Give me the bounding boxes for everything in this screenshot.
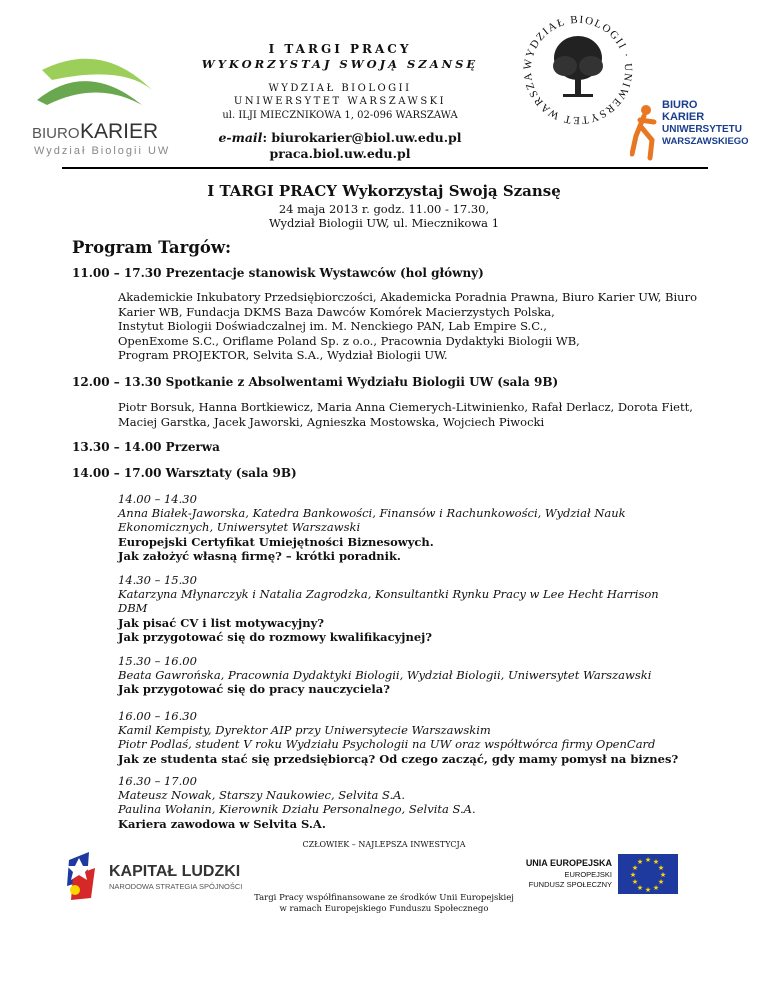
workshop-time: 16.00 – 16.30	[118, 709, 197, 723]
workshop-item	[118, 573, 718, 644]
email-label: e-mail	[218, 130, 263, 145]
kl-subtitle: NARODOWA STRATEGIA SPÓJNOŚCI	[109, 882, 243, 891]
alumni-line: Piotr Borsuk, Hanna Bortkiewicz, Maria Anna Ciemerych-Litwinienko, Rafał Derlacz, Dorota Fiett,	[118, 400, 693, 414]
event-date: 24 maja 2013 r. godz. 11.00 - 17.30,	[278, 202, 490, 216]
svg-text:★: ★	[636, 884, 644, 892]
workshop-speaker: Kamil Kempisty, Dyrektor AIP przy Uniwersytecie Warszawskim	[118, 723, 491, 738]
exhibitors-list	[118, 290, 718, 363]
workshop-speaker: Beata Gawrońska, Pracownia Dydaktyki Biologii, Wydział Biologii, Uniwersytet Warszawski	[118, 668, 652, 683]
workshop-topic: Jak przygotować się do pracy nauczyciela?	[118, 682, 390, 697]
logo-line-1: BIURO	[662, 99, 698, 111]
workshop-time: 14.30 – 15.30	[118, 573, 197, 587]
workshop-speaker: Piotr Podlaś, student V roku Wydziału Psychologii na UW oraz współtwórca firmy OpenCard	[118, 737, 656, 752]
logo-line-2: KARIER	[662, 111, 705, 123]
faculty-seal-logo	[513, 8, 643, 133]
eu-logo	[512, 852, 682, 898]
exhibitors-line: OpenExome S.C., Oriflame Poland Sp. z o.o., Pracownia Dydaktyki Biologii WB,	[118, 333, 580, 348]
svg-text:★: ★	[652, 858, 660, 866]
workshop-topic: Jak założyć własną firmę? – krótki poradnik.	[118, 548, 401, 563]
logo-word-karier: KARIER	[80, 120, 159, 143]
header-address: ul. ILJI MIECZNIKOWA 1, 02-096 WARSZAWA	[222, 110, 458, 121]
logo-subtitle: Wydział Biologii UW	[34, 145, 171, 157]
exhibitors-line: Karier WB, Fundacja DKMS Baza Dawców Komórek Macierzystych Polska,	[118, 304, 555, 319]
workshop-speaker: Katarzyna Młynarczyk i Natalia Zagrodzka, Konsultantki Rynku Pracy w Lee Hecht Harrison	[118, 587, 659, 602]
svg-text:★: ★	[644, 856, 652, 864]
workshop-topic: Jak pisać CV i list motywacyjny?	[118, 615, 324, 630]
workshop-topic: Europejski Certyfikat Umiejętności Biznesowych.	[118, 534, 434, 549]
svg-text:★: ★	[657, 864, 665, 872]
exhibitors-line: Akademickie Inkubatory Przedsiębiorczości, Akademicka Poradnia Prawna, Biuro Karier UW, Biuro	[118, 290, 698, 304]
event-title: I TARGI PRACY Wykorzystaj Swoją Szansę	[207, 182, 561, 200]
header-university: UNIWERSYTET WARSZAWSKI	[233, 96, 447, 107]
workshop-time: 15.30 – 16.00	[118, 654, 197, 668]
eu-sub2: FUNDUSZ SPOŁECZNY	[528, 880, 612, 889]
header-faculty: WYDZIAŁ BIOLOGII	[268, 83, 412, 94]
workshop-speaker: DBM	[118, 601, 148, 616]
cofinancing-line: w ramach Europejskiego Funduszu Społecznego	[279, 904, 489, 914]
svg-text:★: ★	[659, 871, 667, 879]
workshop-speaker: Mateusz Nowak, Starszy Naukowiec, Selvita S.A.	[118, 788, 406, 803]
svg-text:★: ★	[631, 878, 639, 886]
logo-line-4: WARSZAWSKIEGO	[662, 136, 749, 147]
workshop-speaker: Anna Białek-Jaworska, Katedra Bankowości, Finansów i Rachunkowości, Wydział Nauk	[118, 506, 626, 521]
workshop-item	[118, 774, 718, 831]
biuro-karier-uw-logo	[630, 92, 750, 164]
header-title: I TARGI PRACY	[268, 42, 412, 56]
seal-text: WYDZIAŁ BIOLOGII · UNIWERSYTET WARSZA	[521, 13, 635, 127]
section-exhibitors-heading: 11.00 – 17.30 Prezentacje stanowisk Wystawców (hol główny)	[72, 266, 484, 280]
workshop-time: 14.00 – 14.30	[118, 492, 197, 506]
cofinancing-line: Targi Pracy współfinansowane ze środków Unii Europejskiej	[254, 893, 514, 903]
workshop-item	[118, 709, 718, 766]
cofinancing-note	[250, 893, 518, 915]
exhibitors-line: Program PROJEKTOR, Selvita S.A., Wydział Biologii UW.	[118, 348, 448, 362]
logo-line-3: UNIWERSYTETU	[662, 124, 742, 135]
runner-icon	[632, 105, 654, 158]
tree-icon	[553, 36, 603, 97]
svg-text:★: ★	[657, 878, 665, 886]
workshop-topic: Jak przygotować się do rozmowy kwalifikacyjnej?	[118, 629, 433, 644]
alumni-line: Maciej Garstka, Jacek Jaworski, Agnieszka Mostowska, Wojciech Piwocki	[118, 414, 545, 429]
workshop-topic: Kariera zawodowa w Selvita S.A.	[118, 816, 326, 831]
workshop-speaker: Paulina Wołanin, Kierownik Działu Personalnego, Selvita S.A.	[118, 802, 476, 817]
kapital-ludzki-logo	[65, 850, 255, 902]
email-link[interactable]: biurokarier@biol.uw.edu.pl	[271, 130, 462, 145]
kl-title: KAPITAŁ LUDZKI	[109, 863, 241, 880]
biuro-karier-logo	[32, 50, 182, 158]
svg-text:★: ★	[636, 858, 644, 866]
exhibitors-line: Instytut Biologii Doświadczalnej im. M. Nenckiego PAN, Lab Empire S.C.,	[118, 319, 547, 333]
eu-flag-icon	[618, 854, 678, 894]
workshop-speaker: Ekonomicznych, Uniwersytet Warszawski	[118, 520, 361, 535]
section-break-heading: 13.30 – 14.00 Przerwa	[72, 440, 220, 454]
eu-sub1: EUROPEJSKI	[564, 870, 612, 879]
eu-title: UNIA EUROPEJSKA	[525, 858, 612, 868]
svg-text:★: ★	[644, 886, 652, 894]
workshop-item	[118, 492, 718, 563]
workshop-topic: Jak ze studenta stać się przedsiębiorcą? Od czego zacząć, gdy mamy pomysł na biznes?	[118, 751, 679, 766]
header-email-line: e-mail: biurokarier@biol.uw.edu.pl	[218, 130, 462, 145]
footer-slogan: CZŁOWIEK – NAJLEPSZA INWESTYCJA	[302, 840, 466, 849]
alumni-list	[118, 400, 718, 429]
workshop-time: 16.30 – 17.00	[118, 774, 197, 788]
section-workshops-heading: 14.00 – 17.00 Warsztaty (sala 9B)	[72, 466, 297, 480]
kl-emblem-icon	[67, 852, 95, 900]
header-divider	[62, 167, 708, 169]
header-subtitle: WYKORZYSTAJ SWOJĄ SZANSĘ	[201, 57, 479, 71]
logo-word-biuro: BIURO	[32, 125, 80, 142]
workshop-item	[118, 654, 718, 697]
website-link[interactable]: praca.biol.uw.edu.pl	[269, 146, 411, 161]
section-alumni-heading: 12.00 – 13.30 Spotkanie z Absolwentami Wydziału Biologii UW (sala 9B)	[72, 375, 559, 389]
event-place: Wydział Biologii UW, ul. Miecznikowa 1	[268, 216, 500, 230]
svg-text:★: ★	[629, 871, 637, 879]
program-heading: Program Targów:	[72, 238, 232, 257]
svg-text:★: ★	[631, 864, 639, 872]
svg-text:★: ★	[652, 884, 660, 892]
